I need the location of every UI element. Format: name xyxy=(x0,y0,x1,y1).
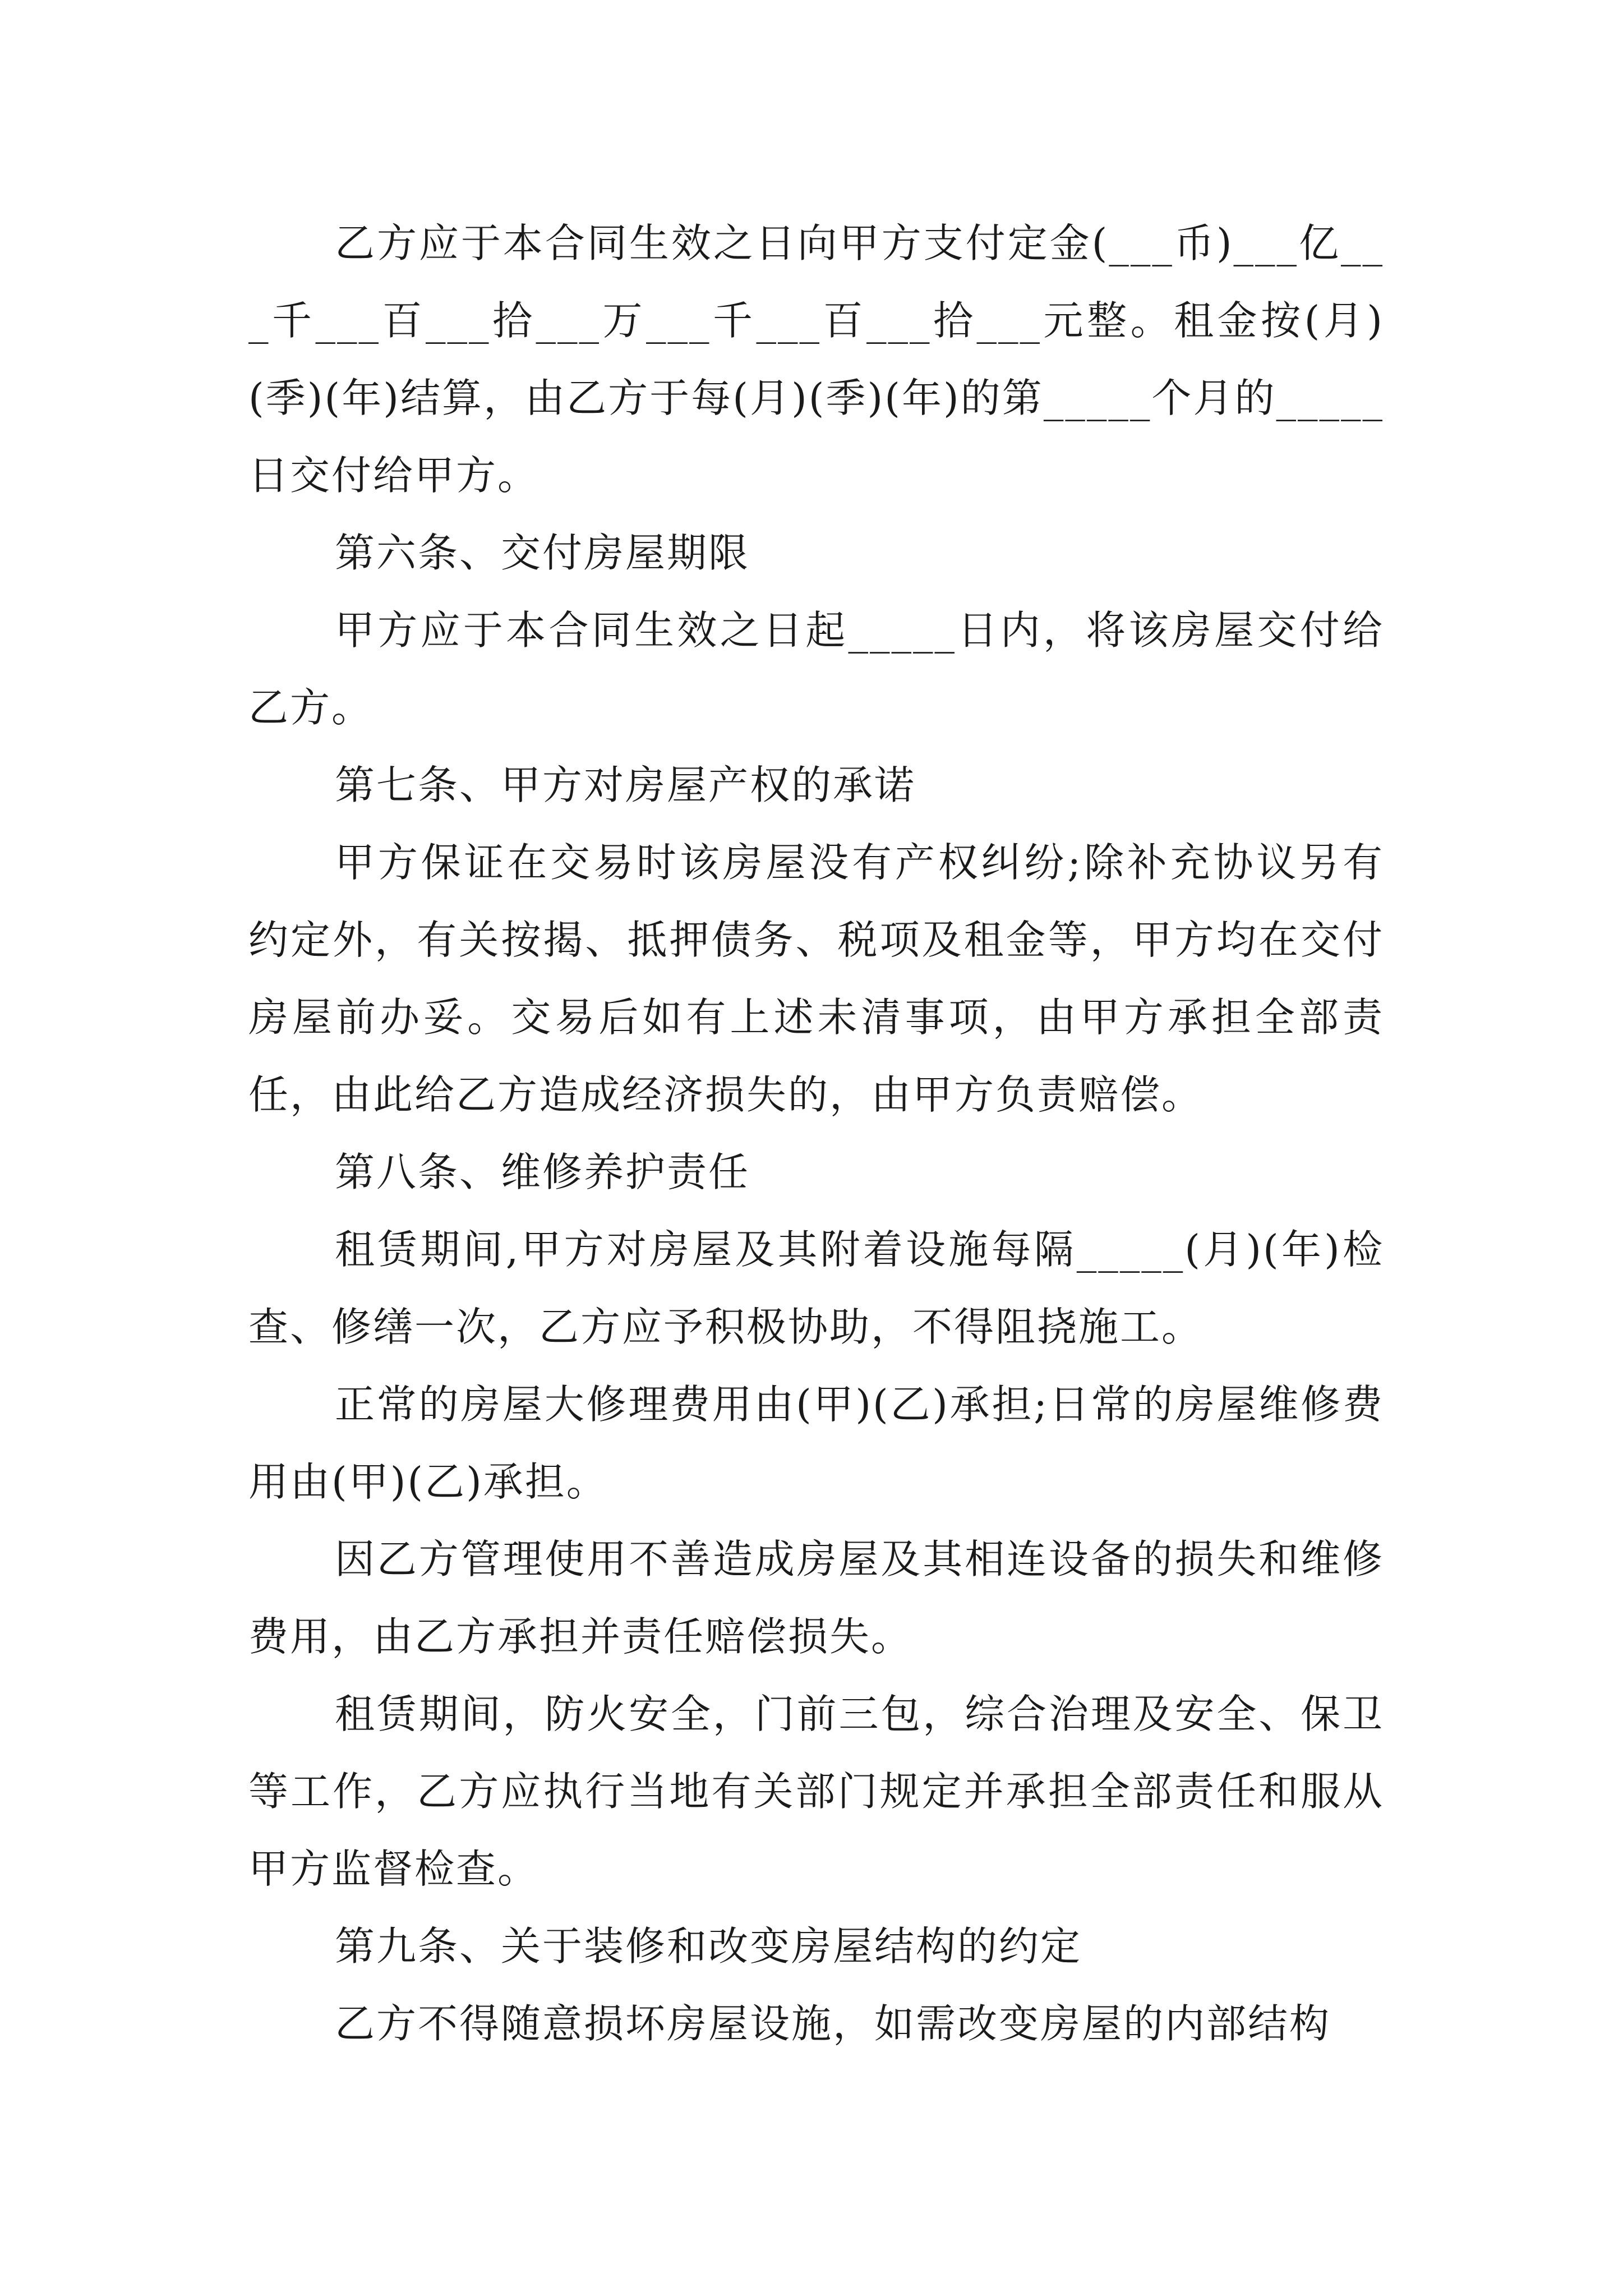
heading-article-6: 第六条、交付房屋期限 xyxy=(335,530,750,576)
heading-article-7: 第七条、甲方对房屋产权的承诺 xyxy=(335,762,916,808)
heading-article-8: 第八条、维修养护责任 xyxy=(335,1149,750,1195)
paragraph-inspection: 租赁期间,甲方对房屋及其附着设施每隔_____(月)(年)检查、修缮一次，乙方应予积极协助，不得阻挠施工。 xyxy=(248,1226,1384,1350)
paragraph-repair-costs: 正常的房屋大修理费用由(甲)(乙)承担;日常的房屋维修费用由(甲)(乙)承担。 xyxy=(248,1381,1384,1505)
paragraph-safety-duties: 租赁期间，防火安全，门前三包，综合治理及安全、保卫等工作，乙方应执行当地有关部门规定并承担全部责任和服从甲方监督检查。 xyxy=(248,1691,1384,1892)
paragraph-property-rights: 甲方保证在交易时该房屋没有产权纠纷;除补充协议另有约定外，有关按揭、抵押债务、税项及租金等，甲方均在交付房屋前办妥。交易后如有上述未清事项，由甲方承担全部责任，由此给乙方造成经济损失的，由甲方负责赔偿。 xyxy=(248,839,1384,1118)
paragraph-damage-liability: 因乙方管理使用不善造成房屋及其相连设备的损失和维修费用，由乙方承担并责任赔偿损失。 xyxy=(248,1536,1384,1660)
document-body xyxy=(248,205,1384,2063)
paragraph-renovation: 乙方不得随意损坏房屋设施，如需改变房屋的内部结构 xyxy=(335,2000,1331,2047)
heading-article-9: 第九条、关于装修和改变房屋结构的约定 xyxy=(335,1923,1082,1970)
paragraph-delivery-period: 甲方应于本合同生效之日起_____日内，将该房屋交付给乙方。 xyxy=(248,607,1384,731)
paragraph-deposit-and-rent: 乙方应于本合同生效之日向甲方支付定金(___币)___亿___千___百___拾___万___千___百___拾___元整。租金按(月)(季)(年)结算，由乙方于每(月)(季)(年)的第_____个月的_____日交付给甲方。 xyxy=(248,220,1384,499)
